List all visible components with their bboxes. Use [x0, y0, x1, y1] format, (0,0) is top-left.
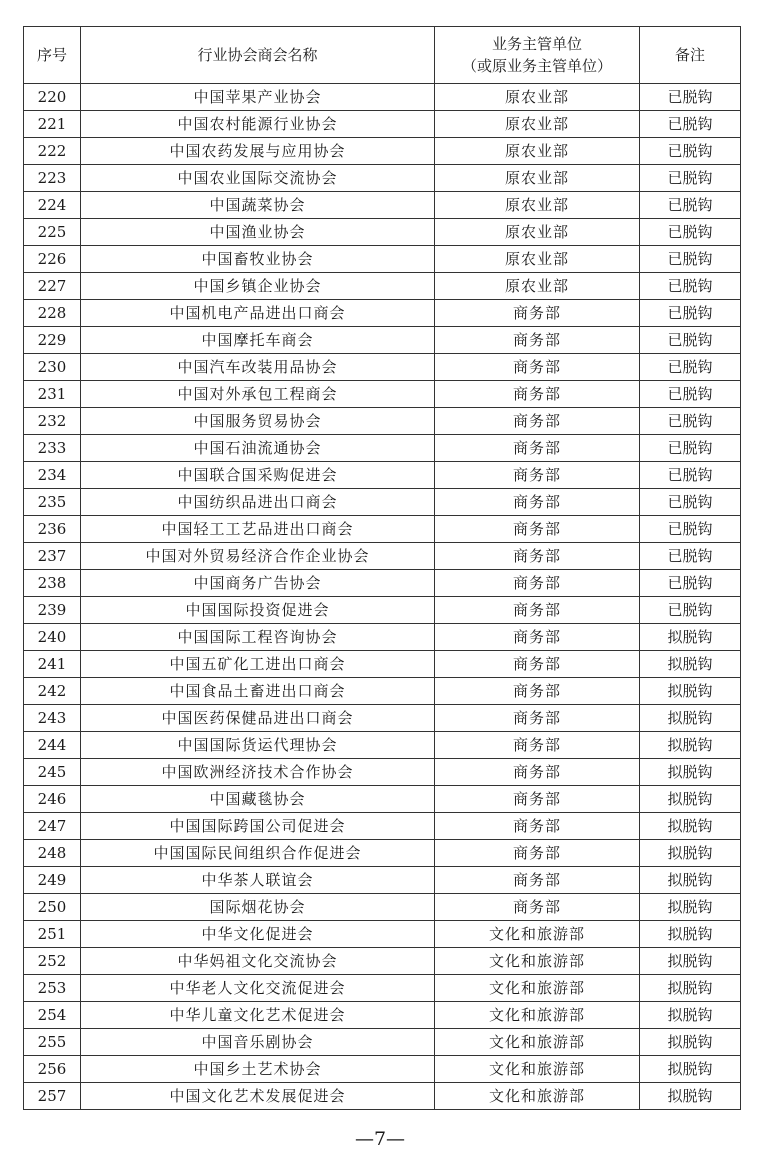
table-row: [24, 219, 741, 246]
table-row: [24, 354, 741, 381]
table-row: [24, 1083, 741, 1110]
cell-remarks: 拟脱钩: [640, 732, 741, 759]
cell-remarks: 已脱钩: [640, 408, 741, 435]
cell-serial-number: 238: [24, 570, 81, 597]
header-supervising-unit-line1: 业务主管单位: [491, 35, 582, 53]
table-row: [24, 894, 741, 921]
table-row: [24, 327, 741, 354]
cell-serial-number: 240: [24, 624, 81, 651]
header-row: [24, 27, 741, 84]
cell-supervising-unit: 商务部: [435, 840, 640, 867]
header-serial-number: 序号: [24, 27, 81, 84]
cell-serial-number: 248: [24, 840, 81, 867]
cell-serial-number: 232: [24, 408, 81, 435]
table-row: [24, 1029, 741, 1056]
cell-association-name: 中国农村能源行业协会: [81, 111, 435, 138]
table-row: [24, 435, 741, 462]
cell-serial-number: 224: [24, 192, 81, 219]
cell-supervising-unit: 商务部: [435, 597, 640, 624]
association-table: [23, 26, 741, 1110]
cell-serial-number: 243: [24, 705, 81, 732]
cell-serial-number: 241: [24, 651, 81, 678]
cell-remarks: 已脱钩: [640, 597, 741, 624]
cell-serial-number: 246: [24, 786, 81, 813]
cell-supervising-unit: 商务部: [435, 570, 640, 597]
cell-association-name: 中国渔业协会: [81, 219, 435, 246]
table-row: [24, 570, 741, 597]
cell-supervising-unit: 文化和旅游部: [435, 975, 640, 1002]
cell-association-name: 中国服务贸易协会: [81, 408, 435, 435]
cell-serial-number: 228: [24, 300, 81, 327]
table-row: [24, 840, 741, 867]
cell-association-name: 中国汽车改装用品协会: [81, 354, 435, 381]
cell-remarks: 拟脱钩: [640, 759, 741, 786]
cell-remarks: 已脱钩: [640, 165, 741, 192]
table-row: [24, 192, 741, 219]
cell-supervising-unit: 文化和旅游部: [435, 921, 640, 948]
cell-supervising-unit: 商务部: [435, 705, 640, 732]
table-row: [24, 975, 741, 1002]
header-remarks: 备注: [640, 27, 741, 84]
cell-serial-number: 255: [24, 1029, 81, 1056]
cell-remarks: 拟脱钩: [640, 813, 741, 840]
cell-supervising-unit: 原农业部: [435, 111, 640, 138]
cell-remarks: 已脱钩: [640, 111, 741, 138]
cell-association-name: 中国蔬菜协会: [81, 192, 435, 219]
cell-remarks: 拟脱钩: [640, 1083, 741, 1110]
cell-serial-number: 234: [24, 462, 81, 489]
table-row: [24, 273, 741, 300]
cell-serial-number: 250: [24, 894, 81, 921]
header-supervising-unit: [435, 27, 640, 84]
cell-supervising-unit: 商务部: [435, 435, 640, 462]
table-row: [24, 1002, 741, 1029]
cell-association-name: 中国五矿化工进出口商会: [81, 651, 435, 678]
table-row: [24, 624, 741, 651]
cell-remarks: 已脱钩: [640, 327, 741, 354]
cell-serial-number: 226: [24, 246, 81, 273]
cell-association-name: 中国农业国际交流协会: [81, 165, 435, 192]
cell-supervising-unit: 商务部: [435, 624, 640, 651]
cell-remarks: 已脱钩: [640, 381, 741, 408]
table-row: [24, 462, 741, 489]
table-row: [24, 651, 741, 678]
cell-supervising-unit: 文化和旅游部: [435, 948, 640, 975]
cell-remarks: 拟脱钩: [640, 840, 741, 867]
cell-supervising-unit: 商务部: [435, 678, 640, 705]
cell-serial-number: 253: [24, 975, 81, 1002]
cell-remarks: 已脱钩: [640, 543, 741, 570]
cell-association-name: 中国音乐剧协会: [81, 1029, 435, 1056]
cell-remarks: 已脱钩: [640, 354, 741, 381]
cell-serial-number: 233: [24, 435, 81, 462]
table-row: [24, 813, 741, 840]
cell-remarks: 已脱钩: [640, 192, 741, 219]
cell-serial-number: 252: [24, 948, 81, 975]
cell-supervising-unit: 商务部: [435, 516, 640, 543]
cell-serial-number: 251: [24, 921, 81, 948]
cell-supervising-unit: 商务部: [435, 300, 640, 327]
cell-association-name: 中国国际民间组织合作促进会: [81, 840, 435, 867]
cell-association-name: 中国石油流通协会: [81, 435, 435, 462]
cell-serial-number: 236: [24, 516, 81, 543]
cell-association-name: 中国欧洲经济技术合作协会: [81, 759, 435, 786]
cell-supervising-unit: 文化和旅游部: [435, 1083, 640, 1110]
cell-supervising-unit: 商务部: [435, 894, 640, 921]
cell-serial-number: 239: [24, 597, 81, 624]
cell-remarks: 拟脱钩: [640, 867, 741, 894]
cell-supervising-unit: 商务部: [435, 543, 640, 570]
table-row: [24, 246, 741, 273]
cell-supervising-unit: 商务部: [435, 813, 640, 840]
cell-remarks: 拟脱钩: [640, 921, 741, 948]
cell-association-name: 中国轻工工艺品进出口商会: [81, 516, 435, 543]
cell-serial-number: 231: [24, 381, 81, 408]
table-row: [24, 759, 741, 786]
cell-remarks: 已脱钩: [640, 516, 741, 543]
cell-association-name: 中华老人文化交流促进会: [81, 975, 435, 1002]
cell-association-name: 中国对外承包工程商会: [81, 381, 435, 408]
table-row: [24, 678, 741, 705]
cell-association-name: 中国商务广告协会: [81, 570, 435, 597]
table-body: [24, 84, 741, 1110]
table-row: [24, 705, 741, 732]
cell-supervising-unit: 原农业部: [435, 246, 640, 273]
cell-remarks: 拟脱钩: [640, 894, 741, 921]
cell-supervising-unit: 商务部: [435, 651, 640, 678]
cell-serial-number: 229: [24, 327, 81, 354]
cell-association-name: 中国文化艺术发展促进会: [81, 1083, 435, 1110]
table-row: [24, 489, 741, 516]
cell-serial-number: 244: [24, 732, 81, 759]
table-header: [24, 27, 741, 84]
cell-serial-number: 254: [24, 1002, 81, 1029]
cell-serial-number: 257: [24, 1083, 81, 1110]
cell-supervising-unit: 原农业部: [435, 219, 640, 246]
cell-supervising-unit: 商务部: [435, 786, 640, 813]
cell-supervising-unit: 文化和旅游部: [435, 1056, 640, 1083]
cell-supervising-unit: 原农业部: [435, 165, 640, 192]
table-row: [24, 138, 741, 165]
cell-association-name: 中国乡土艺术协会: [81, 1056, 435, 1083]
cell-serial-number: 227: [24, 273, 81, 300]
cell-supervising-unit: 商务部: [435, 408, 640, 435]
cell-association-name: 中国藏毯协会: [81, 786, 435, 813]
table-row: [24, 948, 741, 975]
cell-association-name: 中国苹果产业协会: [81, 84, 435, 111]
cell-supervising-unit: 文化和旅游部: [435, 1002, 640, 1029]
header-supervising-unit-line2: （或原业务主管单位）: [461, 57, 612, 75]
table-row: [24, 84, 741, 111]
cell-remarks: 已脱钩: [640, 219, 741, 246]
cell-serial-number: 235: [24, 489, 81, 516]
cell-remarks: 已脱钩: [640, 462, 741, 489]
cell-serial-number: 222: [24, 138, 81, 165]
cell-association-name: 中国国际货运代理协会: [81, 732, 435, 759]
cell-remarks: 已脱钩: [640, 300, 741, 327]
table-row: [24, 543, 741, 570]
cell-supervising-unit: 原农业部: [435, 192, 640, 219]
cell-supervising-unit: 商务部: [435, 867, 640, 894]
cell-serial-number: 225: [24, 219, 81, 246]
cell-remarks: 拟脱钩: [640, 624, 741, 651]
cell-supervising-unit: 商务部: [435, 381, 640, 408]
cell-supervising-unit: 原农业部: [435, 138, 640, 165]
cell-remarks: 拟脱钩: [640, 786, 741, 813]
cell-association-name: 国际烟花协会: [81, 894, 435, 921]
cell-serial-number: 242: [24, 678, 81, 705]
table-row: [24, 921, 741, 948]
cell-remarks: 已脱钩: [640, 246, 741, 273]
cell-association-name: 中国乡镇企业协会: [81, 273, 435, 300]
cell-remarks: 拟脱钩: [640, 705, 741, 732]
cell-association-name: 中华儿童文化艺术促进会: [81, 1002, 435, 1029]
cell-association-name: 中国国际跨国公司促进会: [81, 813, 435, 840]
cell-remarks: 拟脱钩: [640, 678, 741, 705]
cell-association-name: 中国国际投资促进会: [81, 597, 435, 624]
cell-remarks: 已脱钩: [640, 84, 741, 111]
cell-association-name: 中国医药保健品进出口商会: [81, 705, 435, 732]
cell-remarks: 已脱钩: [640, 138, 741, 165]
cell-association-name: 中华妈祖文化交流协会: [81, 948, 435, 975]
header-association-name: 行业协会商会名称: [81, 27, 435, 84]
cell-remarks: 拟脱钩: [640, 975, 741, 1002]
cell-serial-number: 230: [24, 354, 81, 381]
cell-supervising-unit: 商务部: [435, 462, 640, 489]
cell-association-name: 中华文化促进会: [81, 921, 435, 948]
table-row: [24, 867, 741, 894]
table-row: [24, 597, 741, 624]
cell-remarks: 拟脱钩: [640, 948, 741, 975]
cell-association-name: 中国机电产品进出口商会: [81, 300, 435, 327]
table-row: [24, 408, 741, 435]
table-row: [24, 300, 741, 327]
table-row: [24, 111, 741, 138]
cell-supervising-unit: 商务部: [435, 759, 640, 786]
table-row: [24, 732, 741, 759]
cell-serial-number: 220: [24, 84, 81, 111]
cell-supervising-unit: 商务部: [435, 732, 640, 759]
cell-serial-number: 247: [24, 813, 81, 840]
cell-remarks: 已脱钩: [640, 273, 741, 300]
cell-association-name: 中国畜牧业协会: [81, 246, 435, 273]
cell-supervising-unit: 原农业部: [435, 273, 640, 300]
cell-association-name: 中国联合国采购促进会: [81, 462, 435, 489]
cell-supervising-unit: 商务部: [435, 327, 640, 354]
cell-association-name: 中国摩托车商会: [81, 327, 435, 354]
table-row: [24, 1056, 741, 1083]
cell-serial-number: 221: [24, 111, 81, 138]
cell-serial-number: 249: [24, 867, 81, 894]
cell-serial-number: 223: [24, 165, 81, 192]
cell-association-name: 中国对外贸易经济合作企业协会: [81, 543, 435, 570]
table-row: [24, 516, 741, 543]
cell-supervising-unit: 文化和旅游部: [435, 1029, 640, 1056]
cell-remarks: 已脱钩: [640, 570, 741, 597]
association-table-container: [23, 26, 740, 1110]
cell-association-name: 中国国际工程咨询协会: [81, 624, 435, 651]
cell-supervising-unit: 商务部: [435, 489, 640, 516]
cell-association-name: 中国纺织品进出口商会: [81, 489, 435, 516]
cell-association-name: 中华茶人联谊会: [81, 867, 435, 894]
cell-remarks: 已脱钩: [640, 435, 741, 462]
cell-remarks: 拟脱钩: [640, 651, 741, 678]
cell-remarks: 拟脱钩: [640, 1002, 741, 1029]
table-row: [24, 381, 741, 408]
cell-remarks: 拟脱钩: [640, 1056, 741, 1083]
cell-remarks: 拟脱钩: [640, 1029, 741, 1056]
table-row: [24, 165, 741, 192]
cell-serial-number: 237: [24, 543, 81, 570]
page-number: —7—: [354, 1128, 406, 1150]
cell-association-name: 中国农药发展与应用协会: [81, 138, 435, 165]
cell-remarks: 已脱钩: [640, 489, 741, 516]
cell-supervising-unit: 商务部: [435, 354, 640, 381]
cell-serial-number: 245: [24, 759, 81, 786]
table-row: [24, 786, 741, 813]
cell-serial-number: 256: [24, 1056, 81, 1083]
cell-supervising-unit: 原农业部: [435, 84, 640, 111]
cell-association-name: 中国食品土畜进出口商会: [81, 678, 435, 705]
